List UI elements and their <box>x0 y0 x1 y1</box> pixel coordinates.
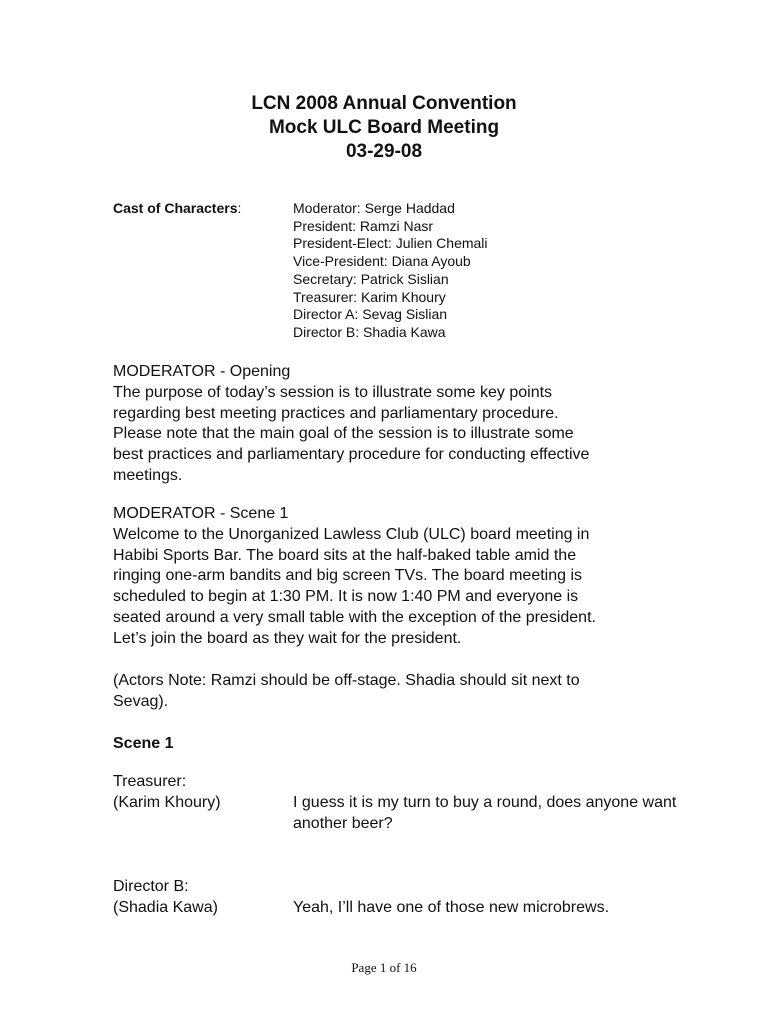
cast-label-colon: : <box>237 200 242 216</box>
opening-line: regarding best meeting practices and parliamentary procedure. <box>113 404 559 422</box>
scene1-intro-line: Habibi Sports Bar. The board sits at the half-baked table amid the <box>113 546 577 564</box>
dialogue-line-text: I guess it is my turn to buy a round, does anyone want <box>293 793 677 811</box>
document-title <box>0 92 768 164</box>
title-line-3: 03-29-08 <box>345 141 423 162</box>
actors-note-line: (Actors Note: Ramzi should be off-stage. Shadia should sit next to <box>113 672 580 689</box>
dialogue-line-text: Yeah, I’ll have one of those new microbrews. <box>293 898 610 916</box>
scene1-intro-heading: MODERATOR - Scene 1 <box>113 505 289 522</box>
dialogue-line-text: another beer? <box>293 814 393 832</box>
opening-section <box>113 362 673 487</box>
actors-note <box>113 671 673 713</box>
opening-line: meetings. <box>113 466 183 484</box>
cast-member: Vice-President: Diana Ayoub <box>293 253 471 270</box>
cast-member: President: Ramzi Nasr <box>293 217 434 234</box>
scene1-intro-line: seated around a very small table with the exception of the president. <box>113 608 596 626</box>
cast-member: Director A: Sevag Sislian <box>293 306 448 323</box>
cast-member: President-Elect: Julien Chemali <box>293 235 488 252</box>
scene1-intro-line: Let’s join the board as they wait for the president. <box>113 629 462 647</box>
opening-line: best practices and parliamentary procedure for conducting effective <box>113 446 590 464</box>
dialogue-block <box>113 772 733 832</box>
scene1-intro-line: scheduled to begin at 1:30 PM. It is now 1:40 PM and everyone is <box>113 588 579 606</box>
dialogue-line <box>293 898 733 919</box>
cast-label <box>113 200 293 218</box>
opening-heading: MODERATOR - Opening <box>113 363 291 380</box>
scene1-intro-line: ringing one-arm bandits and big screen TVs. The board meeting is <box>113 567 583 585</box>
cast-label-text: Cast of Characters <box>113 200 238 216</box>
cast-member: Secretary: Patrick Sislian <box>293 270 449 287</box>
cast-member: Moderator: Serge Haddad <box>293 200 455 216</box>
dialogue-role: Treasurer: <box>113 773 187 790</box>
cast-member: Treasurer: Karim Khoury <box>293 288 446 305</box>
page-footer: Page 1 of 16 <box>351 960 417 975</box>
dialogue-block <box>113 877 733 919</box>
scene1-intro-section <box>113 504 673 650</box>
opening-line: Please note that the main goal of the session is to illustrate some <box>113 425 574 443</box>
cast-member: Director B: Shadia Kawa <box>293 323 446 340</box>
scene-heading: Scene 1 <box>113 735 174 752</box>
dialogue-line <box>293 793 733 835</box>
dialogue-actor: (Karim Khoury) <box>113 793 221 811</box>
dialogue-role: Director B: <box>113 878 189 895</box>
actors-note-line: Sevag). <box>113 692 169 710</box>
cast-list <box>293 200 593 342</box>
opening-line: The purpose of today’s session is to illustrate some key points <box>113 383 553 401</box>
title-line-2: Mock ULC Board Meeting <box>268 117 500 138</box>
title-line-1: LCN 2008 Annual Convention <box>251 93 517 114</box>
dialogue-actor: (Shadia Kawa) <box>113 898 218 916</box>
scene1-intro-line: Welcome to the Unorganized Lawless Club (ULC) board meeting in <box>113 525 590 543</box>
